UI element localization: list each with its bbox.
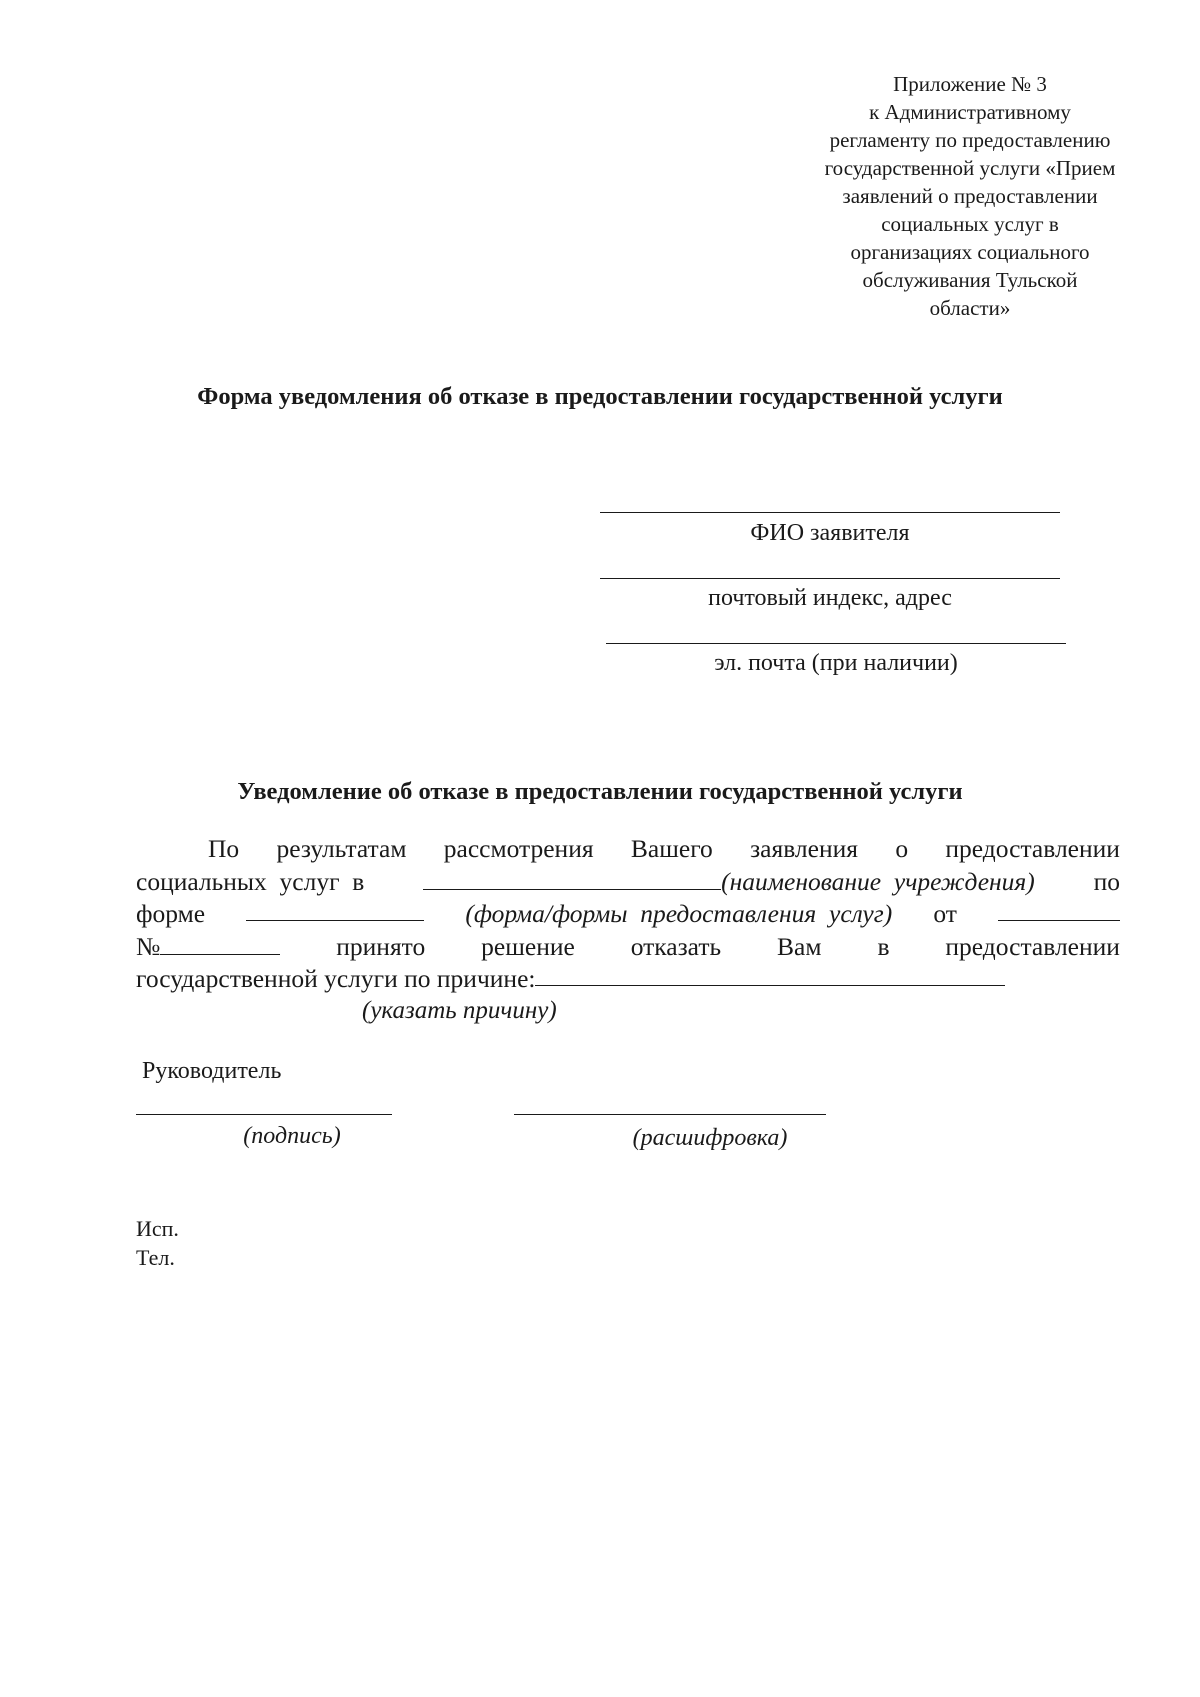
body-word: предоставлении [945, 834, 1120, 863]
body-word: форме [136, 899, 206, 928]
notice-title: Уведомление об отказе в предоставлении государственной услуги [237, 778, 963, 805]
body-line-4 [136, 931, 1120, 964]
appendix-line: заявлений о предоставлении [842, 184, 1098, 208]
phone-label: Тел. [136, 1245, 175, 1270]
body-word: отказать [630, 931, 722, 961]
date-blank[interactable] [998, 898, 1120, 921]
body-word: заявления [750, 834, 858, 863]
appendix-line: Приложение № 3 [893, 72, 1047, 96]
body-line-3 [136, 898, 1120, 931]
appendix-line: области» [929, 296, 1011, 320]
appendix-line: государственной услуги «Прием [824, 156, 1116, 180]
signature-hint: (подпись) [243, 1123, 341, 1149]
body-word: в [877, 931, 890, 961]
appendix-line: социальных услуг в [881, 212, 1059, 236]
decode-line[interactable] [514, 1114, 826, 1115]
appendix-header [760, 70, 1180, 322]
body-word: решение [481, 931, 575, 961]
head-label: Руководитель [142, 1058, 282, 1084]
institution-blank[interactable] [423, 867, 721, 890]
appendix-line: к Административному [869, 100, 1071, 124]
service-form-hint: (форма/формы предоставления услуг) [465, 899, 893, 928]
body-word: принято [336, 931, 426, 961]
body-word: По [208, 834, 240, 863]
appendix-line: обслуживания Тульской [862, 268, 1078, 292]
body-line-5 [136, 963, 1120, 996]
body-line-2 [136, 866, 1120, 899]
body-word: по [1093, 866, 1120, 896]
executor-label: Исп. [136, 1216, 179, 1241]
number-sign: № [136, 931, 161, 961]
signature-line[interactable] [136, 1114, 392, 1115]
name-field-line[interactable] [600, 512, 1060, 513]
notice-body [136, 833, 1120, 1033]
body-line-1 [136, 833, 1120, 866]
form-title: Форма уведомления об отказе в предоставлении государственной услуги [197, 383, 1003, 410]
body-text: социальных услуг в [136, 866, 365, 896]
address-field-line[interactable] [600, 578, 1060, 579]
body-word: Вашего [630, 834, 713, 863]
appendix-line: организациях социального [850, 240, 1090, 264]
body-word: рассмотрения [443, 834, 594, 863]
address-caption: почтовый индекс, адрес [708, 585, 952, 611]
email-caption: эл. почта (при наличии) [714, 650, 958, 676]
decode-hint: (расшифровка) [632, 1125, 788, 1151]
institution-hint: (наименование учреждения) [721, 866, 1035, 896]
appendix-line: регламенту по предоставлению [829, 128, 1111, 152]
name-caption: ФИО заявителя [750, 520, 910, 546]
body-word: о [895, 834, 909, 863]
number-blank[interactable] [160, 932, 280, 955]
body-word: Вам [777, 931, 822, 961]
body-word: предоставлении [945, 931, 1120, 961]
reason-blank[interactable] [535, 963, 1005, 986]
service-form-blank[interactable] [246, 898, 424, 921]
email-field-line[interactable] [606, 643, 1066, 644]
body-word: результатам [276, 834, 407, 863]
body-text: государственной услуги по причине: [136, 964, 536, 993]
reason-hint: (указать причину) [362, 997, 557, 1024]
body-word: от [933, 899, 957, 928]
